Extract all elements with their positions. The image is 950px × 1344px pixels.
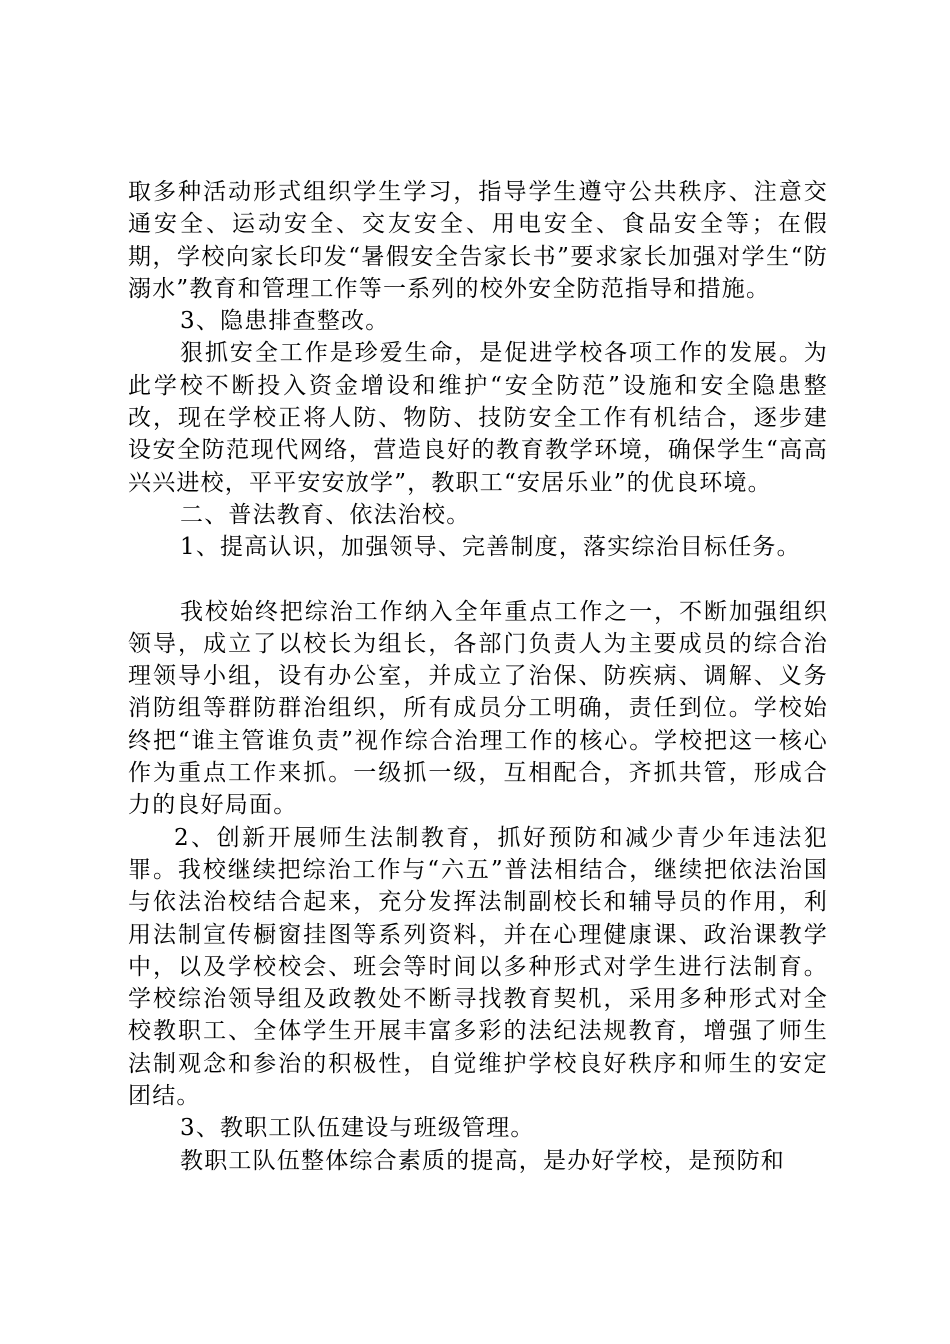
heading-legal-education: 二、普法教育、依法治校。 xyxy=(180,501,471,528)
paragraph-staff-quality: 教职工队伍整体综合素质的提高，是办好学校，是预防和 xyxy=(180,1147,785,1174)
paragraph-legal-education-innovation: 2、创新开展师生法制教育，抓好预防和减少青少年违法犯罪。我校继续把综治工作与“六五”普法相结合，继续把依法治国与依法治校结合起来，充分发挥法制副校长和辅导员的作用，利用法制宣传橱窗挂图等系列资料，并在心理健康课、政治课教学中，以及学校校会、班会等时间以多种形式对学生进行法制育。学校综治领导组及政教处不断寻找教育契机，采用多种形式对全校教职工、全体学生开展丰富多彩的法纪法规教育，增强了师生法制观念和参治的积极性，自觉维护学校良好秩序和师生的安定团结。 xyxy=(128,824,828,1110)
paragraph-safety-work: 狠抓安全工作是珍爱生命，是促进学校各项工作的发展。为此学校不断投入资金增设和维护“安全防范”设施和安全隐患整改，现在学校正将人防、物防、技防安全工作有机结合，逐步建设安全防范现代网络，营造良好的教育教学环境，确保学生“高高兴兴进校，平平安安放学”，教职工“安居乐业”的优良环境。 xyxy=(128,340,828,496)
paragraph-safety-activities: 取多种活动形式组织学生学习，指导学生遵守公共秩序、注意交通安全、运动安全、交友安全、用电安全、食品安全等；在假期，学校向家长印发“暑假安全告家长书”要求家长加强对学生“防溺水”教育和管理工作等一系列的校外安全防范指导和措施。 xyxy=(128,179,828,302)
paragraph-comprehensive-governance: 我校始终把综治工作纳入全年重点工作之一，不断加强组织领导，成立了以校长为组长，各部门负责人为主要成员的综合治理领导小组，设有办公室，并成立了治保、防疾病、调解、义务消防组等群防群治组织，所有成员分工明确，责任到位。学校始终把“谁主管谁负责”视作综合治理工作的核心。学校把这一核心作为重点工作来抓。一级抓一级，互相配合，齐抓共管，形成合力的良好局面。 xyxy=(128,598,828,819)
document-body xyxy=(128,176,828,1177)
heading-hazard-inspection: 3、隐患排查整改。 xyxy=(180,308,390,335)
heading-raise-awareness: 1、提高认识，加强领导、完善制度，落实综治目标任务。 xyxy=(180,534,801,561)
heading-staff-building: 3、教职工队伍建设与班级管理。 xyxy=(180,1115,535,1142)
